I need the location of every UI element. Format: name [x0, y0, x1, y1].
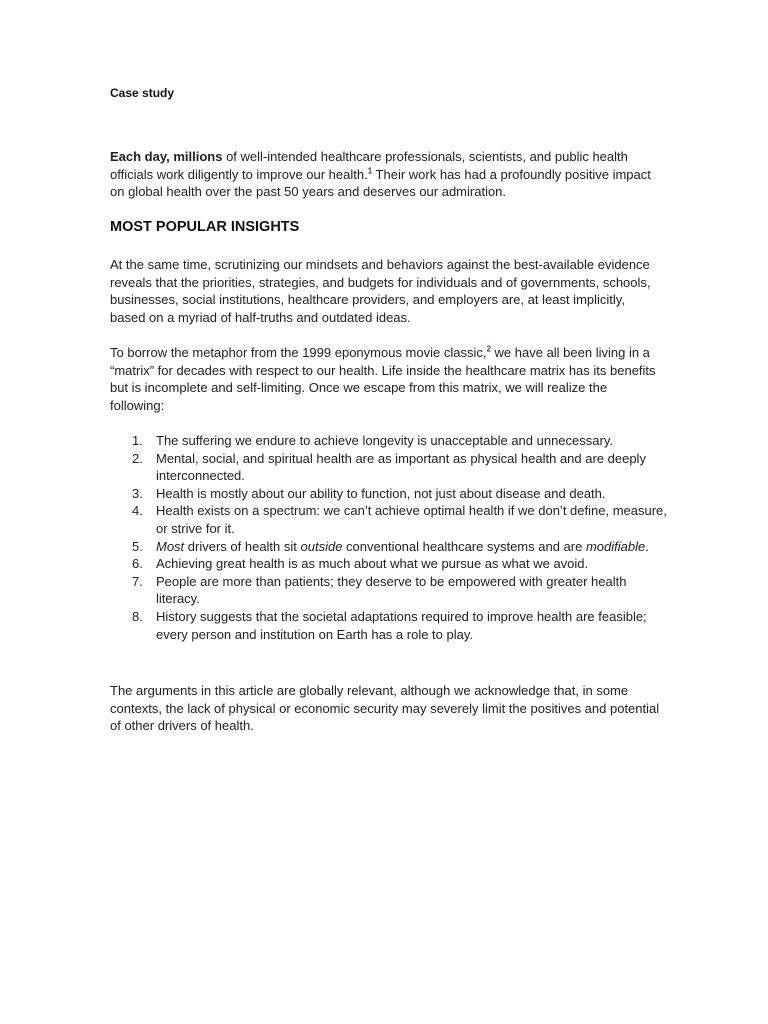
list-number: 4.: [132, 503, 143, 519]
paragraph-2: At the same time, scrutinizing our mindsets and behaviors against the best-available evidence reveals that the priorities, strategies, and budgets for individuals and of governments, schools, businesses, social institutions, healthcare providers, and employers are, at least implicitly, based on a myriad of half-truths and outdated ideas.: [110, 257, 651, 325]
list-item-text: The suffering we endure to achieve longevity is unacceptable and unnecessary.: [156, 433, 613, 448]
list-item-text: conventional healthcare systems and are: [342, 538, 586, 554]
list-item-text: Health is mostly about our ability to function, not just about disease and death.: [156, 485, 606, 501]
list-item-text: .: [645, 538, 649, 554]
intro-text-2: Their work has had a profoundly positive impact on global health over the past 50 years and deserves our admiration.: [110, 166, 651, 200]
footnote-ref-2[interactable]: 2: [486, 344, 491, 354]
list-item: [110, 450, 670, 485]
list-item: [110, 608, 670, 643]
paragraph-4: The arguments in this article are globally relevant, although we acknowledge that, in some contexts, the lack of physical or economic security may severely limit the positives and potential of other drivers of health.: [110, 683, 660, 734]
intro-lead: Each day, millions: [110, 149, 223, 164]
list-item: [110, 573, 670, 608]
list-number: 2.: [132, 450, 143, 466]
list-item: [110, 432, 670, 450]
list-number: 6.: [132, 556, 143, 572]
document-title: Case study: [110, 86, 175, 100]
list-item-emphasis-outside: outside: [300, 538, 343, 554]
footnote-ref-1[interactable]: 1: [367, 166, 373, 176]
insights-list: [110, 432, 670, 643]
list-item-text: Health exists on a spectrum: we can’t achieve optimal health if we don’t define, measure, or strive for it.: [156, 503, 667, 536]
intro-text-1: of well-intended healthcare professionals, scientists, and public health officials work diligently to improve our health.: [110, 149, 628, 182]
list-item-text: drivers of health sit: [184, 538, 301, 554]
list-item: [110, 485, 670, 503]
list-item-text: People are more than patients; they deserve to be empowered with greater health literacy.: [156, 573, 627, 607]
list-number: 5.: [132, 538, 143, 554]
paragraph-3: [110, 344, 660, 414]
para3-text-1: To borrow the metaphor from the 1999 eponymous movie classic,: [110, 345, 487, 360]
list-item: [110, 538, 670, 556]
list-item-emphasis-modifiable: modifiable: [585, 538, 646, 554]
para3-text-2: we have all been living in a “matrix” for decades with respect to our health. Life inside the healthcare matrix has its benefits but is incomplete and self-limiting. Once we escape from this matrix, we will realize the following:: [110, 345, 656, 413]
list-item-text: Achieving great health is as much about what we pursue as what we avoid.: [156, 556, 589, 572]
list-item-text: Mental, social, and spiritual health are as important as physical health and are deeply interconnected.: [156, 450, 646, 484]
list-item: [110, 555, 670, 573]
intro-paragraph: [110, 148, 660, 201]
list-number: 7.: [132, 573, 143, 589]
list-number: 8.: [132, 608, 143, 624]
list-item-text: History suggests that the societal adaptations required to improve health are feasible; every person and institution on Earth has a role to play.: [156, 608, 647, 642]
list-item: [110, 502, 670, 537]
section-heading: MOST POPULAR INSIGHTS: [110, 219, 300, 235]
list-item-emphasis-most: Most: [156, 538, 185, 554]
list-number: 1.: [132, 433, 143, 448]
list-number: 3.: [132, 485, 143, 501]
